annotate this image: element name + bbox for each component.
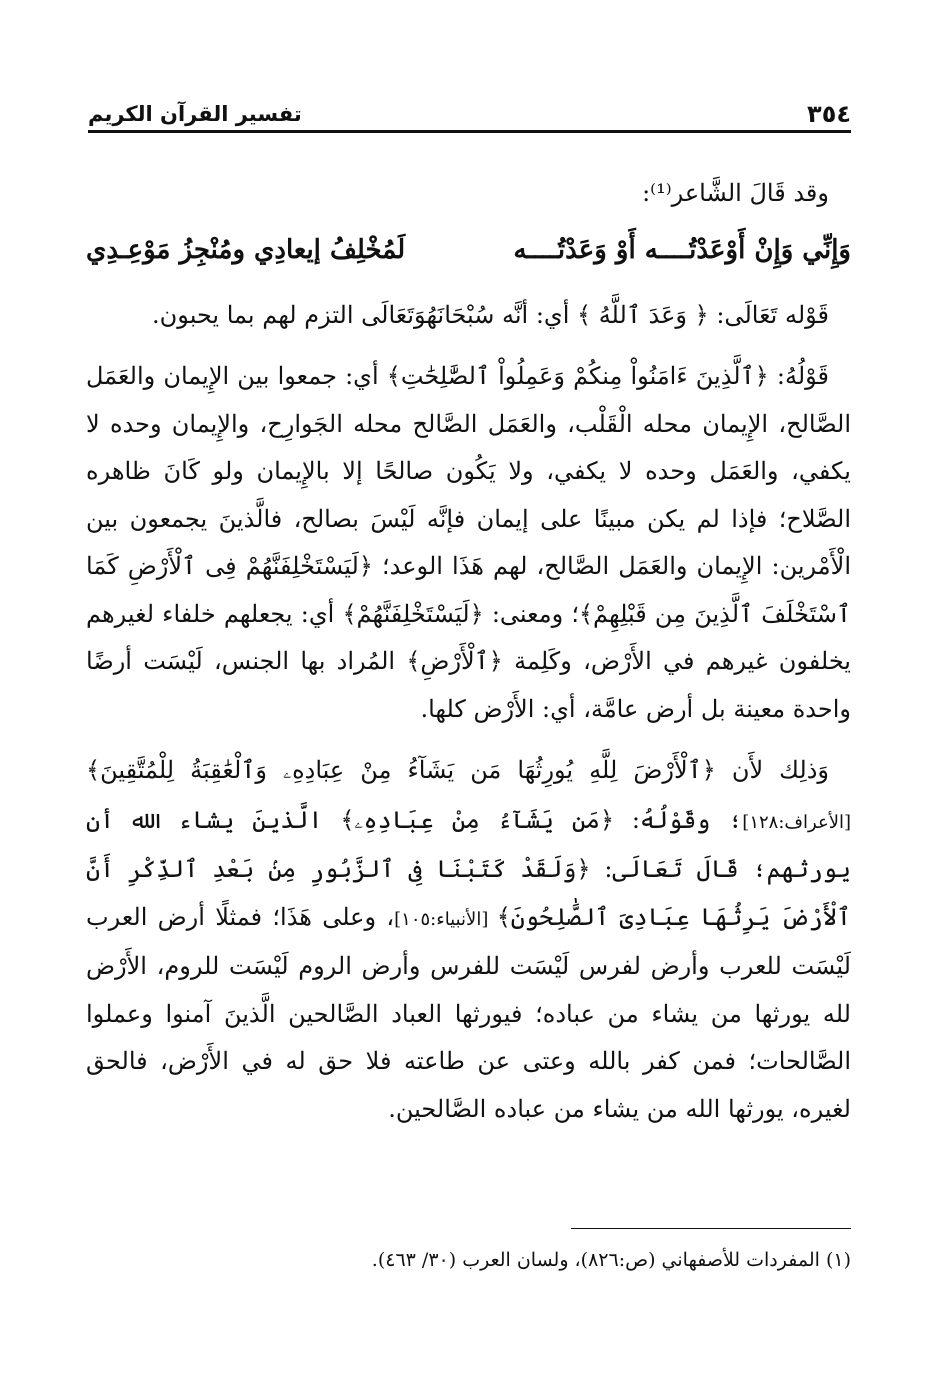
p3-text-2: الَّذينَ يشاء الله أن يورثهم؛ قَالَ تَعَالَى: — [86, 805, 851, 883]
verse-first-hemistich: وَإِنِّي وَإِنْ أَوْعَدْتُــــه أَوْ وَعَدْتُــــه — [513, 234, 851, 265]
p2-text-4: المُراد بها الجنس، لَيْسَت أرضًا واحدة معينة بل أرض عامَّة، أي: الأَرْض كلها. — [86, 647, 851, 723]
paragraph-3 — [86, 747, 851, 1133]
quran-quote: ﴿ وَعَدَ ٱللَّهُ ﴾ — [577, 300, 709, 329]
p2-text-2: ؛ ومعنى: — [483, 599, 579, 628]
footnote: (١) المفردات للأصفهاني (ص:٨٢٦)، ولسان العرب (٣٠/ ٤٦٣). — [371, 1249, 851, 1271]
quran-quote: ﴿ٱلْأَرْضِ﴾ — [406, 647, 503, 675]
surah-reference: [الأنبياء:١٠٥] — [394, 908, 497, 930]
poetry-verse — [86, 226, 851, 274]
p3-lead: وَذلِك لأَن — [715, 756, 829, 784]
main-text — [86, 170, 851, 1133]
p2-text-3: أي: يجعلهم خلفاء لغيرهم يخلفون غيرهم في الأَرْض، وكَلِمة — [86, 599, 851, 675]
paragraph-2 — [86, 353, 851, 733]
poet-intro: وقد قَالَ الشَّاعر⁽¹⁾: — [642, 179, 829, 207]
header-rule — [88, 130, 851, 133]
p3-text-3: ، وعلى هَذَا؛ فمثلًا أرض العرب لَيْسَت للعرب وأرض لفرس لَيْسَت للفرس وأرض الروم لَيْسَت للروم، الأَرْض لله يورثها من يشاء من عباده؛ فيورثها العباد الصَّالحين الَّذينَ آمنوا وعملوا الصَّالحات؛ فمن كفر بالله وعتى عن طاعته فلا حق له في الأَرْض، فالحق لغيره، يورثها الله من يشاء من عباده الصَّالحين. — [86, 902, 851, 1123]
paragraph-1 — [86, 292, 851, 340]
surah-reference: [الأعراف:١٢٨] — [742, 811, 852, 833]
quran-quote: ﴿لَيَسْتَخْلِفَنَّهُمْ﴾ — [342, 599, 484, 628]
page-number: ٣٥٤ — [807, 100, 851, 128]
book-title: تفسير القرآن الكريم — [88, 102, 302, 126]
running-header — [88, 92, 851, 128]
footnote-rule — [571, 1228, 851, 1229]
p1-lead: قَوْله تَعَالَى: — [708, 300, 829, 329]
verse-second-hemistich: لَمُخْلِفُ إيعادِي ومُنْجِزُ مَوْعِـدِي — [86, 234, 406, 265]
p3-text-1: ؛ وقَوْلُهُ: — [614, 805, 743, 834]
p2-text-1: أي: جمعوا بين الإِيمان والعَمَل الصَّالح، الإِيمان محله الْقَلْب، والعَمَل الصَّالح محله الجَوارِح، والإِيمان وحده لا يكفي، والعَمَل وحده لا يكفي، ولا يَكُون صالحًا إلا بالإِيمان ولو كَانَ ظاهره الصَّلاح؛ فإذا لم يكن مبينًا على إيمان فإنَّه لَيْسَ بصالح، فالَّذينَ يجمعون بين الْأَمْرين: الإِيمان والعَمَل الصَّالح، لهم هَذَا الوعد؛ — [86, 362, 851, 580]
quran-quote: ﴿لَيَسْتَخْلِفَنَّهُمْ فِى ٱلْأَرْضِ كَمَا ٱسْتَخْلَفَ ٱلَّذِينَ مِن قَبْلِهِمْ﴾ — [86, 552, 851, 628]
quran-quote: ﴿ٱلْأَرْضَ لِلَّهِ يُورِثُهَا مَن يَشَآءُ مِنْ عِبَادِهِۦ وَٱلْعَٰقِبَةُ لِلْمُتَّقِينَ﴾ — [86, 756, 716, 784]
quran-quote: ﴿وَلَقَدْ كَتَبْنَا فِى ٱلزَّبُورِ مِنۢ بَعْدِ ٱلذِّكْرِ أَنَّ ٱلْأَرْضَ يَرِثُهَا عِبَادِىَ ٱلصَّٰلِحُونَ﴾ — [86, 855, 851, 931]
p2-lead: قَوْلُهُ: — [768, 362, 830, 390]
quran-quote: ﴿مَن يَشَآءُ مِنْ عِبَادِهِۦ﴾ — [340, 805, 615, 834]
quran-quote: ﴿ٱلَّذِينَ ءَامَنُواْ مِنكُمْ وَعَمِلُواْ ٱلصَّٰلِحَٰتِ﴾ — [386, 362, 769, 390]
p1-rest: أي: أنَّه سُبْحَانَهُوَتَعَالَى التزم لهم بما يحبون. — [152, 300, 577, 329]
